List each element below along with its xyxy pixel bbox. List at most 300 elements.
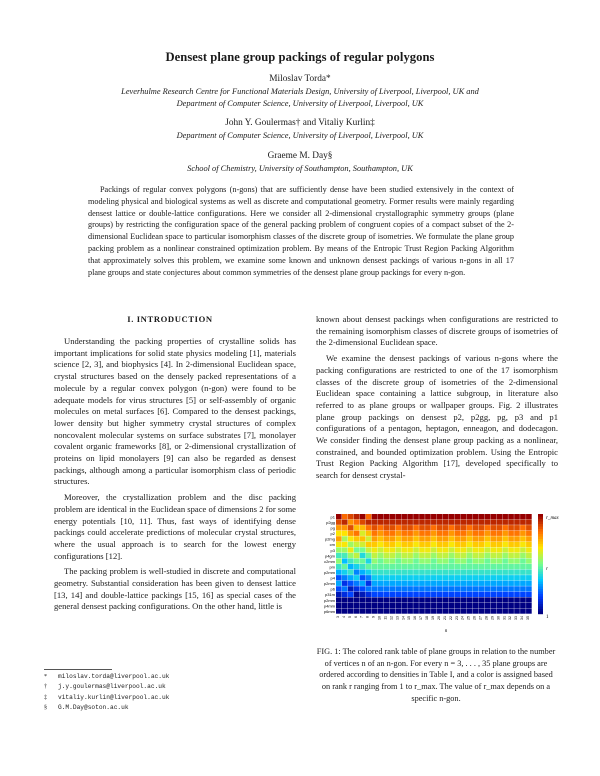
heatmap-cell — [431, 570, 437, 575]
row-label: p4mm — [323, 603, 335, 609]
heatmap-cell — [443, 558, 449, 563]
heatmap-cell — [455, 536, 461, 541]
heatmap-cell — [490, 553, 496, 558]
heatmap-cell — [384, 553, 390, 558]
heatmap-cell — [378, 542, 384, 547]
heatmap-cell — [479, 603, 485, 608]
heatmap-cell — [455, 581, 461, 586]
heatmap-cell — [395, 531, 401, 536]
heatmap-cell — [520, 536, 526, 541]
heatmap-cell — [360, 553, 366, 558]
heatmap-cell — [401, 558, 407, 563]
heatmap-cell — [413, 575, 419, 580]
heatmap-cell — [407, 514, 413, 519]
heatmap-cell — [348, 520, 354, 525]
heatmap-cell — [372, 592, 378, 597]
heatmap-cell — [508, 542, 514, 547]
heatmap-cell — [443, 542, 449, 547]
heatmap-cell — [360, 575, 366, 580]
heatmap-cell — [384, 531, 390, 536]
colorbar-segment — [538, 564, 543, 567]
heatmap-cell — [372, 547, 378, 552]
heatmap-cell — [342, 520, 348, 525]
heatmap-cell — [437, 536, 443, 541]
heatmap-cell — [484, 553, 490, 558]
right-column — [316, 314, 558, 486]
heatmap-cell — [526, 525, 532, 530]
heatmap-cell — [437, 581, 443, 586]
heatmap-cell — [443, 597, 449, 602]
heatmap-cell — [342, 586, 348, 591]
heatmap-cell — [437, 558, 443, 563]
colorbar-segment — [538, 514, 543, 517]
colorbar-segment — [538, 604, 543, 607]
colorbar-segment — [538, 542, 543, 545]
heatmap-cell — [514, 525, 520, 530]
heatmap-cell — [473, 525, 479, 530]
heatmap-cell — [413, 553, 419, 558]
heatmap-cell — [354, 558, 360, 563]
heatmap-cell — [514, 608, 520, 613]
column-label: 9 — [371, 616, 376, 618]
footnote: * miloslav.torda@liverpool.ac.uk — [44, 673, 170, 680]
colorbar-segment — [538, 552, 543, 555]
heatmap-cell — [384, 558, 390, 563]
heatmap-cell — [437, 553, 443, 558]
heatmap-cell — [389, 564, 395, 569]
heatmap-cell — [514, 564, 520, 569]
heatmap-cell — [461, 570, 467, 575]
heatmap-cell — [467, 608, 473, 613]
heatmap-cell — [443, 581, 449, 586]
heatmap-cell — [413, 542, 419, 547]
heatmap-cell — [378, 547, 384, 552]
heatmap-cell — [384, 570, 390, 575]
heatmap-cell — [526, 547, 532, 552]
heatmap-cell — [384, 597, 390, 602]
colorbar-segment — [538, 549, 543, 552]
heatmap-cell — [366, 514, 372, 519]
heatmap-cell — [461, 542, 467, 547]
colorbar-segment — [538, 567, 543, 570]
heatmap-cell — [437, 525, 443, 530]
heatmap-cell — [360, 547, 366, 552]
row-label: p6 — [330, 586, 335, 592]
heatmap-cell — [455, 603, 461, 608]
heatmap-cell — [502, 536, 508, 541]
heatmap-cell — [342, 514, 348, 519]
row-label: pm — [329, 564, 335, 570]
heatmap-cell — [401, 514, 407, 519]
heatmap-cell — [467, 558, 473, 563]
heatmap-cell — [336, 564, 342, 569]
heatmap-cell — [514, 592, 520, 597]
heatmap-cell — [354, 570, 360, 575]
heatmap-cell — [389, 514, 395, 519]
heatmap-cell — [514, 536, 520, 541]
heatmap-cell — [484, 520, 490, 525]
heatmap-cell — [526, 520, 532, 525]
heatmap-cell — [336, 520, 342, 525]
heatmap-cell — [401, 520, 407, 525]
heatmap-cell — [508, 575, 514, 580]
heatmap-cell — [348, 564, 354, 569]
heatmap-cell — [455, 570, 461, 575]
heatmap-cell — [395, 597, 401, 602]
heatmap-cell — [431, 514, 437, 519]
heatmap-cell — [449, 536, 455, 541]
heatmap-cell — [419, 597, 425, 602]
heatmap-cell — [366, 525, 372, 530]
colorbar-segment — [538, 612, 543, 615]
row-label: p4gm — [324, 553, 335, 559]
column-label: 19 — [431, 616, 435, 620]
heatmap-cell — [413, 603, 419, 608]
heatmap-cell — [354, 520, 360, 525]
column-label: 14 — [401, 616, 406, 620]
heatmap-cell — [467, 564, 473, 569]
heatmap-cell — [425, 586, 431, 591]
heatmap-cell — [514, 553, 520, 558]
heatmap-cell — [395, 553, 401, 558]
heatmap-cell — [437, 597, 443, 602]
heatmap-cell — [425, 514, 431, 519]
row-label: p2gg — [326, 520, 335, 525]
heatmap-cell — [389, 603, 395, 608]
heatmap-cell — [348, 581, 354, 586]
heatmap-cell — [395, 520, 401, 525]
heatmap-cell — [431, 520, 437, 525]
heatmap-cell — [514, 520, 520, 525]
heatmap-cell — [407, 536, 413, 541]
heatmap-cell — [378, 531, 384, 536]
heatmap-cell — [360, 592, 366, 597]
column-label: 26 — [472, 616, 477, 620]
heatmap-cell — [496, 564, 502, 569]
heatmap-cell — [342, 581, 348, 586]
heatmap-cell — [443, 564, 449, 569]
heatmap-cell — [490, 608, 496, 613]
heatmap-cell — [354, 525, 360, 530]
heatmap-cell — [455, 592, 461, 597]
heatmap-cell — [431, 603, 437, 608]
heatmap-cell — [425, 553, 431, 558]
column-label: 4 — [341, 616, 346, 618]
heatmap-cell — [389, 525, 395, 530]
heatmap-cell — [461, 586, 467, 591]
heatmap-cell — [384, 564, 390, 569]
heatmap-cell — [443, 592, 449, 597]
heatmap-cell — [455, 608, 461, 613]
heatmap-cell — [407, 542, 413, 547]
heatmap-cell — [443, 570, 449, 575]
heatmap-cell — [407, 575, 413, 580]
heatmap-cell — [461, 531, 467, 536]
heatmap-cell — [461, 608, 467, 613]
heatmap-cell — [508, 570, 514, 575]
heatmap-cell — [366, 575, 372, 580]
heatmap-cell — [514, 597, 520, 602]
heatmap-cell — [502, 542, 508, 547]
heatmap-cell — [437, 542, 443, 547]
heatmap-cell — [342, 558, 348, 563]
heatmap-cell — [502, 570, 508, 575]
heatmap-cell — [384, 514, 390, 519]
heatmap-cell — [413, 520, 419, 525]
heatmap-cell — [514, 570, 520, 575]
heatmap-cell — [360, 564, 366, 569]
heatmap-cell — [431, 547, 437, 552]
heatmap-cell — [502, 520, 508, 525]
row-label: p2mm — [323, 570, 335, 575]
heatmap-cell — [336, 570, 342, 575]
author-line-3: Graeme M. Day§ — [267, 151, 333, 161]
heatmap-cell — [407, 553, 413, 558]
heatmap-cell — [342, 575, 348, 580]
heatmap-cell — [443, 531, 449, 536]
heatmap-cell — [348, 558, 354, 563]
heatmap-cell — [342, 570, 348, 575]
heatmap-cell — [437, 564, 443, 569]
heatmap-cell — [378, 608, 384, 613]
heatmap-cell — [490, 531, 496, 536]
heatmap-cell — [479, 525, 485, 530]
heatmap-cell — [384, 547, 390, 552]
column-label: 24 — [460, 616, 465, 620]
heatmap-cell — [401, 564, 407, 569]
heatmap-cell — [360, 608, 366, 613]
heatmap-cell — [342, 597, 348, 602]
heatmap-cell — [496, 531, 502, 536]
heatmap-cell — [473, 558, 479, 563]
colorbar-segment — [538, 524, 543, 527]
heatmap-cell — [473, 547, 479, 552]
column-label: 8 — [365, 616, 370, 618]
heatmap-cell — [520, 553, 526, 558]
heatmap-cell — [425, 531, 431, 536]
paragraph: Moreover, the crystallization problem and the disc packing problem are identical in the Euclidean space of dimensions 2 for some energy potentials [10, 11]. Thus, fast ways of identifying dense packings could accelerate predictions of molecular crystal structures, where the usual approach is to search for the lowest energy configurations [12]. — [54, 492, 296, 561]
heatmap-cell — [401, 547, 407, 552]
heatmap-cell — [413, 592, 419, 597]
heatmap-cell — [372, 603, 378, 608]
heatmap-cell — [384, 525, 390, 530]
heatmap-cell — [401, 592, 407, 597]
paragraph: Understanding the packing properties of crystalline solids has important implications for solid state physics modeling [1], materials science [2, 3], and biophysics [4]. In 2-dimensional Euclidean space, crystal structures based on the densely packed representations of a molecule by a regular convex polygon (n-gon) were found to be adequate models for virus structures [5] or self-assembly of organic molecules on metal surfaces [6]. Compared to the densest packings, lower density but higher symmetry crystal structures of complex noncovalent molecular systems on surface substrates [7], monolayer covalent organic frameworks [8], or 2-dimensional crystallization of proteins on lipid monolayers [9] can also be regarded as densest packings, although among a particular isomorphism class of periodic structures. — [54, 336, 296, 487]
heatmap-cell — [419, 608, 425, 613]
heatmap-cell — [336, 547, 342, 552]
heatmap-cell — [401, 553, 407, 558]
heatmap-cell — [395, 547, 401, 552]
heatmap-cell — [467, 514, 473, 519]
column-label: 7 — [359, 616, 364, 618]
colorbar-segment — [538, 574, 543, 577]
heatmap-cell — [395, 514, 401, 519]
row-label: p31m — [324, 592, 335, 598]
colorbar-segment — [538, 534, 543, 537]
heatmap-cell — [461, 564, 467, 569]
heatmap-cell — [425, 592, 431, 597]
heatmap-cell — [449, 581, 455, 586]
heatmap-cell — [484, 542, 490, 547]
heatmap-cell — [514, 586, 520, 591]
colorbar-segment — [538, 582, 543, 585]
heatmap-cell — [407, 586, 413, 591]
heatmap-cell — [496, 603, 502, 608]
heatmap-cell — [395, 592, 401, 597]
colorbar-segment — [538, 532, 543, 535]
heatmap-cell — [496, 581, 502, 586]
heatmap-cell — [479, 547, 485, 552]
heatmap-cell — [389, 553, 395, 558]
heatmap-cell — [479, 608, 485, 613]
heatmap-cell — [502, 531, 508, 536]
heatmap-cell — [502, 547, 508, 552]
heatmap-cell — [431, 536, 437, 541]
heatmap-cell — [407, 608, 413, 613]
heatmap-cell — [455, 586, 461, 591]
heatmap-cell — [496, 597, 502, 602]
heatmap-cell — [395, 581, 401, 586]
heatmap-cell — [479, 564, 485, 569]
heatmap-cell — [407, 570, 413, 575]
heatmap-cell — [496, 514, 502, 519]
heatmap-cell — [336, 603, 342, 608]
heatmap-cell — [449, 564, 455, 569]
heatmap-cell — [360, 603, 366, 608]
heatmap-cell — [431, 592, 437, 597]
heatmap-cell — [526, 553, 532, 558]
heatmap-cell — [348, 525, 354, 530]
heatmap-cell — [372, 553, 378, 558]
colorbar-segment — [538, 562, 543, 565]
heatmap-cell — [336, 597, 342, 602]
heatmap-cell — [473, 608, 479, 613]
colorbar-segment — [538, 554, 543, 557]
heatmap-cell — [526, 542, 532, 547]
heatmap-cell — [449, 592, 455, 597]
heatmap-cell — [336, 514, 342, 519]
heatmap-cell — [520, 564, 526, 569]
heatmap-cell — [526, 603, 532, 608]
heatmap-cell — [479, 592, 485, 597]
heatmap-cell — [366, 592, 372, 597]
column-label: 10 — [377, 616, 382, 620]
heatmap-cell — [449, 575, 455, 580]
heatmap-cell — [342, 525, 348, 530]
heatmap-cell — [348, 542, 354, 547]
heatmap-cell — [378, 553, 384, 558]
heatmap-cell — [455, 564, 461, 569]
column-label: 18 — [425, 616, 430, 620]
heatmap-cell — [360, 542, 366, 547]
paragraph: The packing problem is well-studied in discrete and computational geometry. Substantial consideration has been given to densest lattice [13, 14] and double-lattice packings [15, 16] as special cases of the general densest packing configurations. On the other hand, little is — [54, 566, 296, 612]
heatmap-cell — [366, 597, 372, 602]
heatmap-cell — [372, 531, 378, 536]
heatmap-cell — [479, 542, 485, 547]
heatmap-cell — [413, 564, 419, 569]
left-column — [54, 336, 296, 617]
heatmap-cell — [372, 608, 378, 613]
heatmap-cell — [366, 536, 372, 541]
heatmap-cell — [508, 514, 514, 519]
heatmap-cell — [413, 531, 419, 536]
heatmap-cell — [443, 603, 449, 608]
affiliation-3: Department of Computer Science, University of Liverpool, Liverpool, UK — [176, 131, 424, 140]
heatmap-cell — [467, 570, 473, 575]
heatmap-cell — [407, 581, 413, 586]
heatmap-cell — [348, 586, 354, 591]
heatmap-cell — [461, 581, 467, 586]
heatmap-cell — [479, 575, 485, 580]
heatmap-cell — [467, 603, 473, 608]
heatmap-cell — [461, 558, 467, 563]
heatmap-cell — [508, 592, 514, 597]
heatmap-cell — [484, 592, 490, 597]
heatmap-cell — [461, 592, 467, 597]
heatmap-cell — [437, 608, 443, 613]
heatmap-cell — [484, 603, 490, 608]
heatmap-cell — [419, 564, 425, 569]
heatmap-cell — [384, 542, 390, 547]
colorbar-max-label: r_max — [546, 516, 559, 521]
heatmap-cell — [496, 542, 502, 547]
heatmap-cell — [461, 575, 467, 580]
heatmap-cell — [395, 608, 401, 613]
heatmap-cell — [336, 592, 342, 597]
heatmap-cell — [395, 575, 401, 580]
heatmap-cell — [413, 570, 419, 575]
heatmap-cell — [502, 586, 508, 591]
heatmap-cell — [378, 575, 384, 580]
heatmap-cell — [467, 536, 473, 541]
heatmap-cell — [348, 597, 354, 602]
heatmap-cell — [342, 603, 348, 608]
heatmap-cell — [354, 608, 360, 613]
heatmap-cell — [407, 525, 413, 530]
heatmap-cell — [490, 564, 496, 569]
heatmap-cell — [449, 547, 455, 552]
heatmap-cell — [384, 575, 390, 580]
column-label: 3 — [335, 616, 340, 618]
heatmap-cell — [372, 564, 378, 569]
heatmap-cell — [366, 553, 372, 558]
heatmap-cell — [526, 575, 532, 580]
heatmap-cell — [520, 525, 526, 530]
heatmap-cell — [443, 575, 449, 580]
colorbar-segment — [538, 584, 543, 587]
heatmap-cell — [372, 597, 378, 602]
heatmap-cell — [401, 525, 407, 530]
heatmap-cell — [514, 581, 520, 586]
heatmap-cell — [484, 564, 490, 569]
heatmap-cell — [378, 570, 384, 575]
heatmap-cell — [336, 542, 342, 547]
column-label: 17 — [419, 616, 424, 620]
heatmap-cell — [360, 586, 366, 591]
heatmap-cell — [484, 525, 490, 530]
heatmap-cell — [372, 520, 378, 525]
heatmap-cell — [389, 542, 395, 547]
heatmap-cell — [372, 536, 378, 541]
heatmap-cell — [354, 542, 360, 547]
heatmap-cell — [431, 564, 437, 569]
column-label: 20 — [436, 616, 441, 620]
heatmap-cell — [467, 575, 473, 580]
heatmap-cell — [348, 531, 354, 536]
heatmap-cell — [479, 597, 485, 602]
heatmap-cell — [437, 592, 443, 597]
heatmap-cell — [496, 586, 502, 591]
